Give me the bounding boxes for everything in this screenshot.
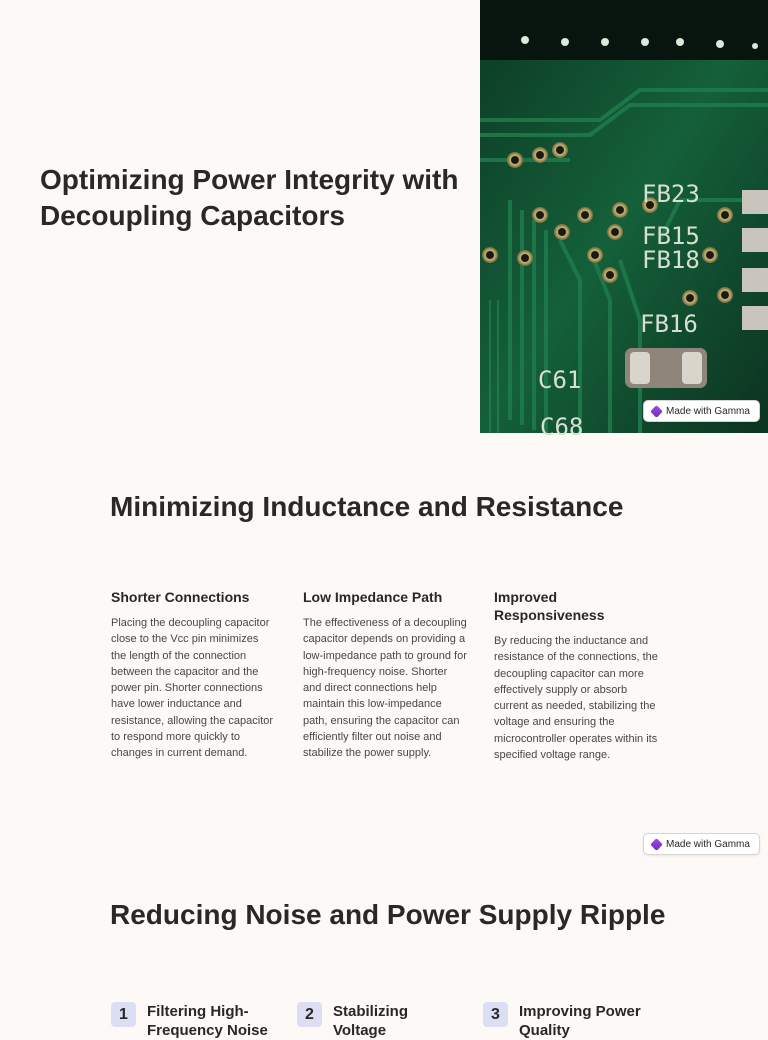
column-heading: Improved Responsiveness (494, 589, 605, 623)
column-body: Placing the decoupling capacitor close to the Vcc pin minimizes the length of the connection between the capacitor and the power pin. Shorter connections have lower inductance and resistance, allowing the capacitor to respond more quickly to changes in current demand. (111, 617, 274, 760)
c61-label: C61 (538, 366, 582, 394)
column-improved-responsiveness (494, 588, 659, 763)
column-shorter-connections (111, 588, 276, 762)
badge-label: Made with Gamma (666, 838, 750, 850)
gamma-logo-icon (650, 838, 663, 851)
column-heading: Low Impedance Path (303, 589, 443, 605)
badge-label: Made with Gamma (666, 405, 750, 417)
c68-label: C68 (540, 413, 584, 441)
title-slide (0, 0, 768, 441)
section-title: Minimizing Inductance and Resistance (110, 491, 624, 522)
step-label: Filtering High-Frequency Noise (147, 1003, 268, 1039)
step-item (111, 1002, 277, 1040)
fb23-label: FB23 (642, 180, 700, 208)
step-item (483, 1002, 649, 1040)
step-item (297, 1002, 463, 1040)
gamma-logo-icon (650, 405, 663, 418)
column-body: The effectiveness of a decoupling capacitor depends on providing a low-impedance path to ground for high-frequency noise. Shorter and direct connections help maintain this low-impedance path, ensuring the capacitor can efficiently filter out noise and stabilize the power supply. (303, 617, 467, 760)
slide-title: Optimizing Power Integrity with Decoupling Capacitors (40, 164, 459, 231)
step-number: 3 (483, 1002, 508, 1027)
column-heading: Shorter Connections (111, 589, 250, 605)
circuit-board-image (480, 0, 768, 441)
column-body: By reducing the inductance and resistance of the connections, the decoupling capacitor can more effectively supply or absorb current as needed, stabilizing the voltage and ensuring the microcontroller operates within its specified voltage range. (494, 635, 658, 762)
made-with-gamma-badge[interactable] (643, 833, 760, 855)
fb18-label: FB18 (642, 246, 700, 274)
step-number: 2 (297, 1002, 322, 1027)
fb16-label: FB16 (640, 310, 698, 338)
section-title: Reducing Noise and Power Supply Ripple (110, 899, 666, 930)
made-with-gamma-badge[interactable] (643, 400, 760, 422)
step-label: Stabilizing Voltage (333, 1003, 408, 1039)
fb15-label: FB15 (642, 222, 700, 250)
column-low-impedance-path (303, 588, 468, 762)
step-number: 1 (111, 1002, 136, 1027)
step-label: Improving Power Quality (519, 1003, 641, 1039)
